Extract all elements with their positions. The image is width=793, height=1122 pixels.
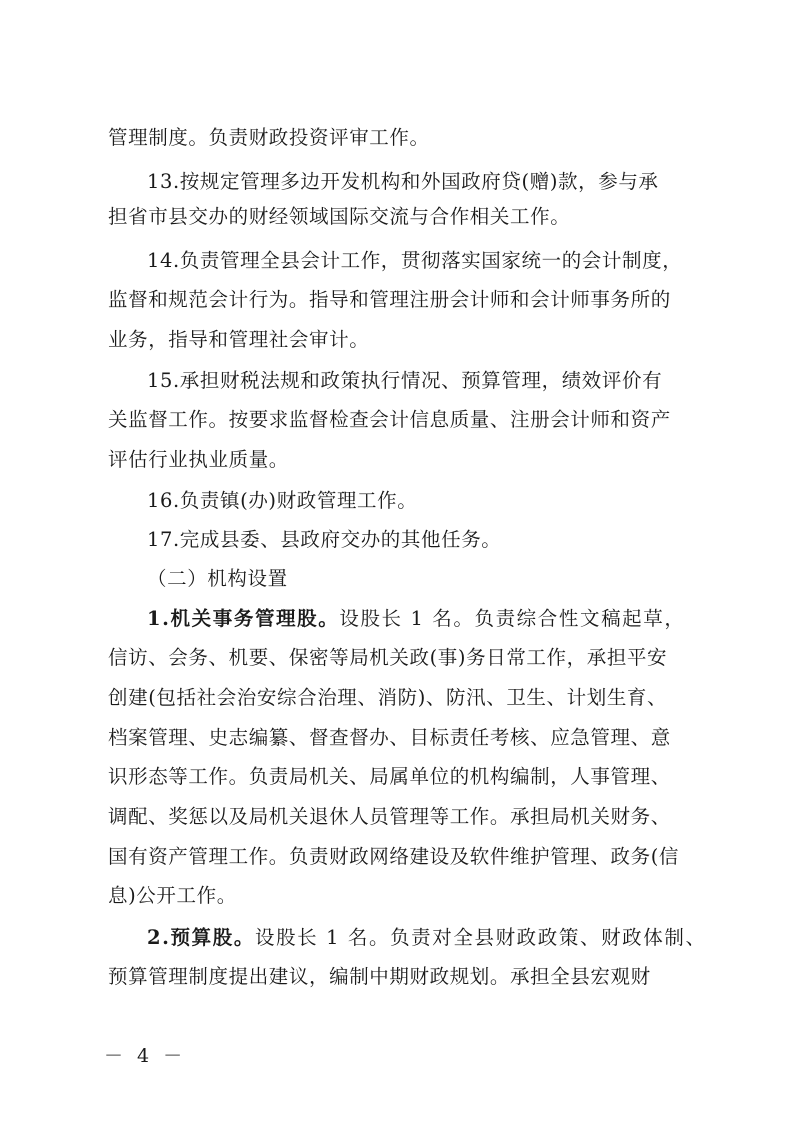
paragraph-line: 14.负责管理全县会计工作，贯彻落实国家统一的会计制度， <box>147 249 683 272</box>
paragraph-line: 评估行业执业质量。 <box>108 448 289 471</box>
paragraph-line: 创建(包括社会治安综合治理、消防)、防汛、卫生、计划生育、 <box>108 686 668 709</box>
paragraph-line: 担省市县交办的财经领域国际交流与合作相关工作。 <box>108 205 571 228</box>
paragraph-line: 信访、会务、机要、保密等局机关政(事)务日常工作，承担平安 <box>108 646 668 669</box>
paragraph-line: 管理制度。负责财政投资评审工作。 <box>108 126 430 149</box>
paragraph-line: 档案管理、史志编纂、督查督办、目标责任考核、应急管理、意 <box>108 726 671 749</box>
page-number: － 4 － <box>104 1045 187 1067</box>
section-heading: （二）机构设置 <box>147 567 288 590</box>
paragraph-line: 监督和规范会计行为。指导和管理注册会计师和会计师事务所的 <box>108 288 671 311</box>
paragraph-line: 调配、奖惩以及局机关退休人员管理等工作。承担局机关财务、 <box>108 805 671 828</box>
paragraph-line <box>147 607 693 631</box>
paragraph-text: 设股长 1 名。负责对全县财政政策、财政体制、 <box>254 926 707 949</box>
paragraph-line: 关监督工作。按要求监督检查会计信息质量、注册会计师和资产 <box>108 408 671 431</box>
subsection-title: 2.预算股。 <box>147 926 255 949</box>
paragraph-line: 17.完成县委、县政府交办的其他任务。 <box>147 528 502 551</box>
paragraph-text: 设股长 1 名。负责综合性文稿起草， <box>339 607 686 630</box>
subsection-title: 1.机关事务管理股。 <box>147 607 340 630</box>
paragraph-line: 预算管理制度提出建议，编制中期财政规划。承担全县宏观财 <box>108 965 651 988</box>
paragraph-line: 国有资产管理工作。负责财政网络建设及软件维护管理、政务(信 <box>108 845 680 868</box>
paragraph-line: 识形态等工作。负责局机关、局属单位的机构编制，人事管理、 <box>108 765 671 788</box>
paragraph-line: 业务，指导和管理社会审计。 <box>108 328 370 351</box>
paragraph-line: 息)公开工作。 <box>108 884 237 907</box>
paragraph-line <box>147 926 707 950</box>
paragraph-line: 16.负责镇(办)财政管理工作。 <box>147 489 418 512</box>
paragraph-line: 15.承担财税法规和政策执行情况、预算管理，绩效评价有 <box>147 369 663 392</box>
paragraph-line: 13.按规定管理多边开发机构和外国政府贷(赠)款，参与承 <box>147 170 659 193</box>
